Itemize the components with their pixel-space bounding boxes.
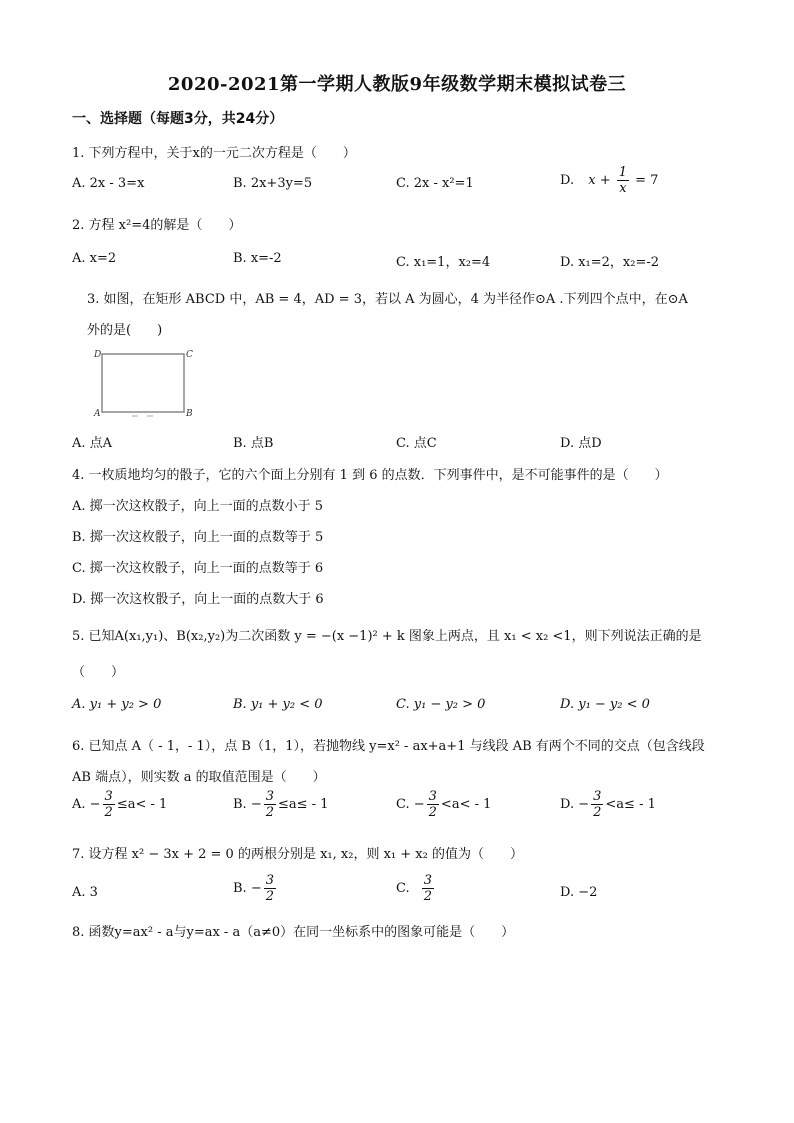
question-5-option-d: D. y₁ − y₂ < 0 — [560, 697, 650, 712]
question-4-option-d: D. 掷一次这枚骰子，向上一面的点数大于 6 — [72, 592, 324, 607]
question-5-option-a: A. y₁ + y₂ > 0 — [72, 697, 162, 712]
fraction — [103, 790, 115, 819]
fraction-numerator: 3 — [428, 789, 437, 804]
fraction — [264, 874, 276, 903]
question-2-option-a: A. x=2 — [72, 251, 117, 266]
question-3-stem-cont: 外的是( ) — [87, 323, 163, 338]
question-3-stem: 3. 如图，在矩形 ABCD 中，AB = 4，AD = 3，若以 A 为圆心，4 为半径作⊙A .下列四个点中，在⊙A — [87, 292, 688, 307]
question-3-option-c: C. 点C — [396, 436, 437, 451]
question-6-option-b — [233, 790, 328, 819]
question-3-option-b: B. 点B — [233, 436, 274, 451]
vertex-label-a: A — [94, 409, 101, 419]
vertex-label-c: C — [186, 350, 193, 360]
question-6-stem: 6. 已知点 A（ - 1，- 1），点 B（1，1），若抛物线 y=x² - ax+a+1 与线段 AB 有两个不同的交点（包含线段 — [72, 739, 705, 754]
question-2-stem: 2. 方程 x²=4的解是（ ） — [72, 218, 242, 233]
question-1-option-a: A. 2x - 3=x — [72, 176, 145, 191]
fraction-denominator: 2 — [265, 805, 274, 820]
question-6-option-a — [72, 790, 167, 819]
option-inequality: ≤a< - 1 — [116, 797, 168, 812]
question-6-option-c — [396, 790, 491, 819]
question-7-option-b — [233, 874, 278, 903]
option-inequality: <a≤ - 1 — [605, 797, 656, 812]
rectangle-abcd — [102, 354, 184, 412]
fraction-denominator: 2 — [428, 805, 437, 820]
question-2-option-c: C. x₁=1，x₂=4 — [396, 255, 491, 270]
fraction-denominator: x — [619, 181, 627, 196]
fraction-denominator: 2 — [593, 805, 602, 820]
option-label: D. − — [560, 797, 590, 812]
option-label: B. − — [233, 797, 262, 812]
option-inequality: ≤a≤ - 1 — [278, 797, 329, 812]
question-3-option-d: D. 点D — [560, 436, 602, 451]
question-7-option-a: A. 3 — [72, 885, 98, 900]
option-label: A. − — [72, 797, 101, 812]
question-4-option-c: C. 掷一次这枚骰子，向上一面的点数等于 6 — [72, 561, 324, 576]
question-5-option-c: C. y₁ − y₂ > 0 — [396, 697, 486, 712]
section-heading: 一、选择题（每题3分，共24分） — [72, 111, 284, 127]
question-5-stem-cont: （ ） — [72, 665, 125, 680]
question-4-option-b: B. 掷一次这枚骰子，向上一面的点数等于 5 — [72, 530, 324, 545]
question-5-option-b: B. y₁ + y₂ < 0 — [233, 697, 323, 712]
question-1-option-d — [560, 166, 658, 195]
fraction-numerator: 3 — [104, 789, 113, 804]
question-7-stem: 7. 设方程 x² − 3x + 2 = 0 的两根分别是 x₁, x₂，则 x₁ + x₂ 的值为（ ） — [72, 847, 523, 862]
question-5-stem: 5. 已知A(x₁,y₁)、B(x₂,y₂)为二次函数 y = −(x −1)² + k 图象上两点，且 x₁ < x₂ <1，则下列说法正确的是 — [72, 629, 702, 644]
fraction-numerator: 3 — [265, 789, 274, 804]
question-1-option-b: B. 2x+3y=5 — [233, 176, 313, 191]
option-inequality: <a< - 1 — [440, 797, 492, 812]
question-2-option-d: D. x₁=2，x₂=-2 — [560, 255, 660, 270]
question-3-option-a: A. 点A — [72, 436, 113, 451]
fraction-denominator: 2 — [265, 889, 274, 904]
question-7-option-c — [396, 874, 436, 903]
fraction-numerator: 3 — [265, 873, 274, 888]
question-6-stem-cont: AB 端点），则实数 a 的取值范围是（ ） — [72, 770, 326, 785]
option-label: B. − — [233, 881, 262, 896]
question-1-stem: 1. 下列方程中，关于x的一元二次方程是（ ） — [72, 146, 356, 161]
option-d-variable: x + — [588, 173, 611, 188]
fraction-denominator: 2 — [104, 805, 113, 820]
question-8-stem: 8. 函数y=ax² - a与y=ax - a（a≠0）在同一坐标系中的图象可能是（ ） — [72, 925, 515, 940]
option-label: C. − — [396, 797, 425, 812]
rectangle-figure — [92, 348, 197, 420]
vertex-label-b: B — [186, 409, 193, 419]
fraction — [264, 790, 276, 819]
question-4-option-a: A. 掷一次这枚骰子，向上一面的点数小于 5 — [72, 499, 324, 514]
fraction-denominator: 2 — [423, 889, 433, 904]
vertex-label-d: D — [94, 350, 102, 360]
fraction-numerator: 3 — [423, 873, 433, 888]
fraction — [591, 790, 603, 819]
question-4-stem: 4. 一枚质地均匀的骰子，它的六个面上分别有 1 到 6 的点数．下列事件中，是不可能事件的是（ ） — [72, 468, 668, 483]
fraction-numerator: 3 — [593, 789, 602, 804]
question-2-option-b: B. x=-2 — [233, 251, 282, 266]
fraction — [427, 790, 439, 819]
fraction-numerator: 1 — [618, 165, 628, 180]
question-7-option-d: D. −2 — [560, 885, 598, 900]
page-title: 2020-2021第一学期人教版9年级数学期末模拟试卷三 — [167, 74, 627, 95]
fraction — [617, 166, 629, 195]
question-1-option-c: C. 2x - x²=1 — [396, 176, 474, 191]
fraction — [422, 874, 434, 903]
option-d-rhs: = 7 — [635, 173, 659, 188]
option-label: C. — [396, 881, 410, 896]
question-6-option-d — [560, 790, 656, 819]
option-d-label: D. — [560, 173, 575, 188]
